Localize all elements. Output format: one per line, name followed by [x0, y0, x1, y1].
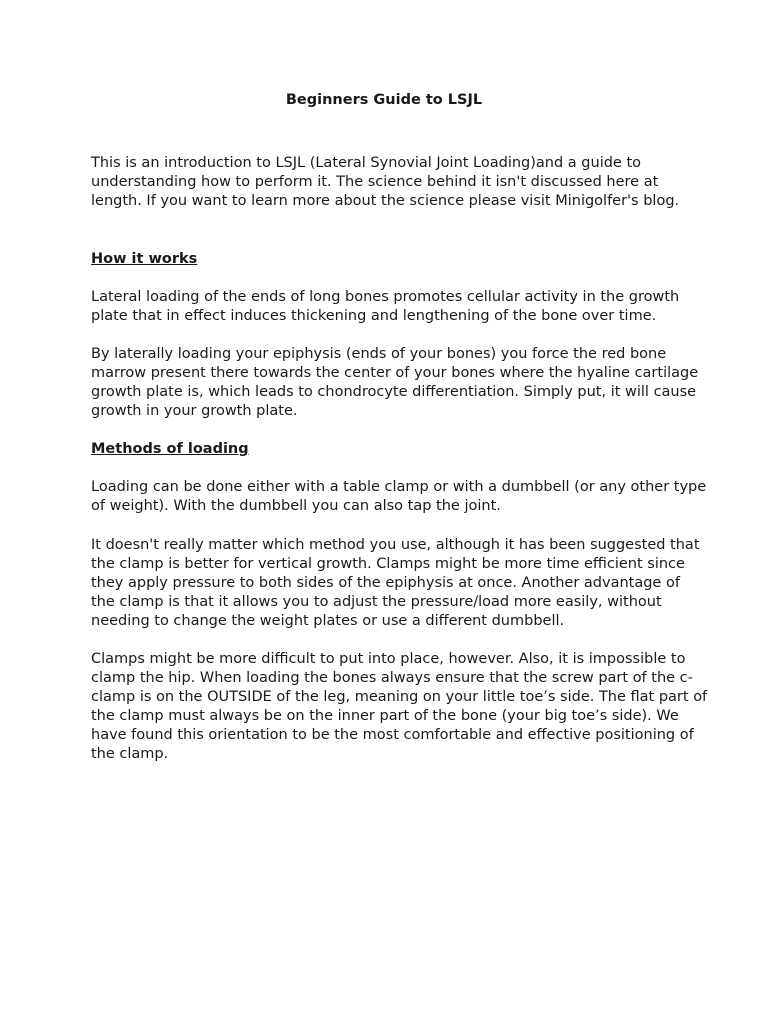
document-title: Beginners Guide to LSJL [285, 92, 483, 108]
text-line: understanding how to perform it. The science behind it isn't discussed here at [91, 174, 659, 190]
text-line: the clamp must always be on the inner part of the bone (your big toe’s side). We [91, 708, 679, 724]
text-line: have found this orientation to be the most comfortable and effective positioning of [91, 727, 694, 743]
text-line: plate that in effect induces thickening and lengthening of the bone over time. [91, 308, 657, 324]
how-it-works-paragraph-1 [91, 288, 679, 326]
methods-paragraph-3 [91, 650, 707, 764]
text-line: By laterally loading your epiphysis (ends of your bones) you force the red bone [91, 346, 667, 362]
text-line: length. If you want to learn more about the science please visit Minigolfer's blog. [91, 193, 680, 209]
text-line: growth plate is, which leads to chondrocyte differentiation. Simply put, it will cause [91, 384, 697, 400]
text-line: This is an introduction to LSJL (Lateral Synovial Joint Loading)and a guide to [91, 155, 642, 171]
text-line: they apply pressure to both sides of the epiphysis at once. Another advantage of [91, 575, 680, 591]
text-line: of weight). With the dumbbell you can also tap the joint. [91, 498, 501, 514]
text-line: needing to change the weight plates or use a different dumbbell. [91, 613, 565, 629]
intro-paragraph [91, 154, 679, 211]
section-heading-how-it-works: How it works [91, 251, 198, 267]
text-line: Lateral loading of the ends of long bones promotes cellular activity in the growth [91, 289, 680, 305]
methods-paragraph-1 [91, 478, 706, 516]
text-line: the clamp. [91, 746, 169, 762]
text-line: growth in your growth plate. [91, 403, 298, 419]
text-line: the clamp is better for vertical growth. Clamps might be more time efficient since [91, 556, 685, 572]
text-line: the clamp is that it allows you to adjust the pressure/load more easily, without [91, 594, 662, 610]
how-it-works-paragraph-2 [91, 345, 698, 421]
text-line: clamp is on the OUTSIDE of the leg, meaning on your little toe’s side. The flat part of [91, 689, 708, 705]
text-line: clamp the hip. When loading the bones always ensure that the screw part of the c- [91, 670, 693, 686]
methods-paragraph-2 [91, 536, 700, 631]
text-line: It doesn't really matter which method you use, although it has been suggested that [91, 537, 700, 553]
text-line: Clamps might be more difficult to put into place, however. Also, it is impossible to [91, 651, 686, 667]
section-heading-methods-of-loading: Methods of loading [91, 441, 249, 457]
text-line: marrow present there towards the center of your bones where the hyaline cartilage [91, 365, 699, 381]
text-line: Loading can be done either with a table clamp or with a dumbbell (or any other type [91, 479, 707, 495]
